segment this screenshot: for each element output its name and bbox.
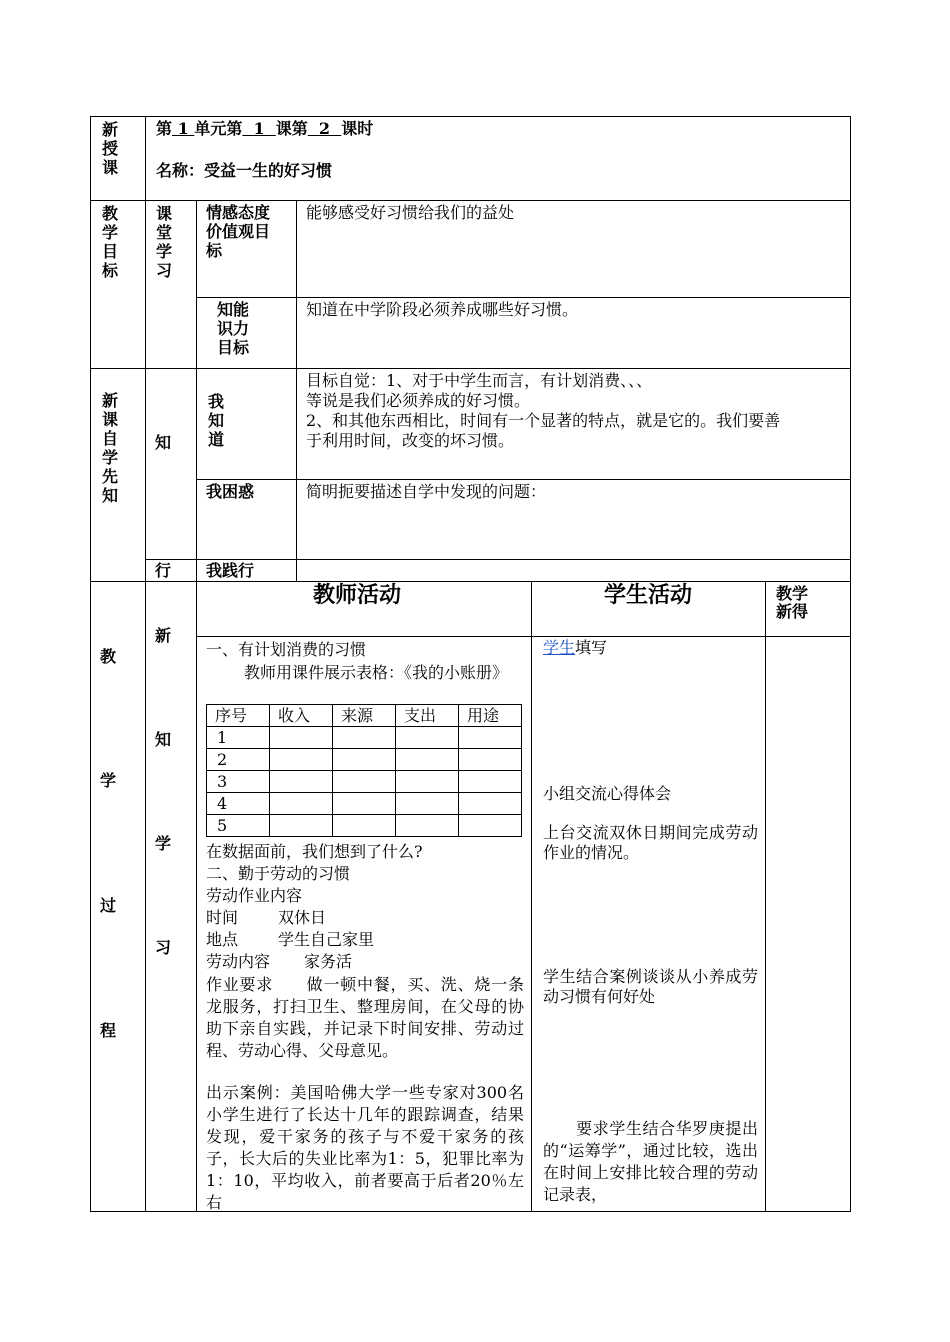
label-line: 新得 xyxy=(776,602,809,621)
ledger-cell xyxy=(396,749,459,771)
unit-number: 1 xyxy=(177,119,189,138)
teaching-gain-header xyxy=(776,585,808,621)
time-row xyxy=(206,908,326,928)
label-char: 课 xyxy=(155,204,172,223)
ledger-cell xyxy=(270,771,333,793)
compare-paragraph: 要求学生结合华罗庚提出的“运筹学”，通过比较，选出在时间上安排比较合理的劳动记录表， xyxy=(543,1119,758,1204)
student-activity-header: 学生活动 xyxy=(604,583,693,608)
place-value: 学生自己家里 xyxy=(278,930,375,949)
ledger-row xyxy=(207,749,522,771)
label-char: 新 xyxy=(101,391,118,410)
ledger-cell xyxy=(396,793,459,815)
case-paragraph: 出示案例：美国哈佛大学一些专家对300名小学生进行了长达十几年的跟踪调查，结果发现，爱干家务的孩子与不爱干家务的孩子，长大后的失业比率为1：5，犯罪比率为1：10，平均收入，前者要高于后者20％左右 xyxy=(206,1083,524,1212)
label-char: 先 xyxy=(101,467,118,486)
ledger-cell xyxy=(396,815,459,837)
label-char: 学 xyxy=(101,448,118,467)
ledger-header-cell: 用途 xyxy=(459,705,522,727)
label-char: 道 xyxy=(207,430,224,449)
content-value: 家务活 xyxy=(304,952,353,971)
ledger-cell xyxy=(396,771,459,793)
label-char: 知 xyxy=(207,411,224,430)
new-knowledge-char-4: 习 xyxy=(155,938,172,957)
label-char: 新 xyxy=(101,120,118,139)
content-label: 劳动内容 xyxy=(206,952,271,971)
ledger-cell xyxy=(333,771,396,793)
labor-homework-title: 劳动作业内容 xyxy=(206,886,303,905)
lesson-name-value: 受益一生的好习惯 xyxy=(204,161,333,180)
emotion-goal-text: 能够感受好习惯给我们的益处 xyxy=(306,203,515,222)
ledger-cell xyxy=(459,727,522,749)
process-char-3: 过 xyxy=(100,896,117,915)
text-line: 于利用时间，改变的坏习惯。 xyxy=(306,431,515,450)
ledger-cell xyxy=(270,727,333,749)
period-suffix: 课时 xyxy=(341,119,374,138)
unit-line xyxy=(156,119,373,139)
time-label: 时间 xyxy=(206,908,239,927)
group-share: 小组交流心得体会 xyxy=(543,784,672,803)
label-char: 授 xyxy=(101,139,118,158)
process-char-2: 学 xyxy=(100,771,117,790)
lesson-prefix: 单元第 xyxy=(194,119,243,138)
process-char-4: 程 xyxy=(100,1021,117,1040)
know-label: 知 xyxy=(155,433,172,452)
lesson-name xyxy=(156,161,332,181)
ledger-cell xyxy=(333,815,396,837)
ledger-index: 5 xyxy=(207,815,270,837)
ledger-cell xyxy=(459,815,522,837)
period-prefix: 课第 xyxy=(275,119,308,138)
new-lesson-label xyxy=(100,120,120,177)
stage-share: 上台交流双休日期间完成劳动作业的情况。 xyxy=(543,823,758,862)
section-1-title: 一、有计划消费的习惯 xyxy=(206,640,367,659)
text-line: 等说是我们必须养成的好习惯。 xyxy=(306,391,531,410)
label-line: 知能 xyxy=(217,300,250,319)
teaching-goals-label xyxy=(100,204,120,280)
text-line: 目标自觉：1、对于中学生而言，有计划消费、、、 xyxy=(306,371,653,390)
ledger-cell xyxy=(459,749,522,771)
text-line: 2、和其他东西相比，时间有一个显著的特点，就是它的。我们要善 xyxy=(306,411,781,430)
puzzle-label: 我困惑 xyxy=(206,482,255,501)
content-row xyxy=(206,952,352,972)
knowledge-goal-text: 知道在中学阶段必须养成哪些好习惯。 xyxy=(306,300,579,319)
label-char: 学 xyxy=(155,242,172,261)
ledger-cell xyxy=(459,771,522,793)
ledger-cell xyxy=(333,727,396,749)
emotion-goal-label xyxy=(206,203,270,260)
period-number: 2 xyxy=(318,119,331,138)
ledger-cell xyxy=(270,793,333,815)
label-char: 课 xyxy=(101,410,118,429)
label-line: 教学 xyxy=(776,584,809,603)
requirement-paragraph: 作业要求 做一顿中餐，买、洗、烧一条龙服务，打扫卫生、整理房间，在父母的协助下亲自实践，并记录下时间安排、劳动过程、劳动心得、父母意见。 xyxy=(206,975,524,1060)
classroom-study-label xyxy=(154,204,174,280)
label-char: 我 xyxy=(207,392,224,411)
label-line: 价值观目 xyxy=(206,222,271,241)
ledger-index: 3 xyxy=(207,771,270,793)
ledger-header-cell: 序号 xyxy=(207,705,270,727)
ledger-header-cell: 收入 xyxy=(270,705,333,727)
practice-char: 行 xyxy=(155,561,172,580)
ledger-cell xyxy=(459,793,522,815)
ledger-index: 4 xyxy=(207,793,270,815)
section-2-title: 二、勤于劳动的习惯 xyxy=(206,864,351,883)
case-talk: 学生结合案例谈谈从小养成劳动习惯有何好处 xyxy=(543,967,758,1006)
place-label: 地点 xyxy=(206,930,239,949)
lesson-number: 1 xyxy=(253,119,265,138)
place-row xyxy=(206,930,374,950)
ledger-index: 1 xyxy=(207,727,270,749)
ledger-cell xyxy=(270,749,333,771)
label-line: 情感态度 xyxy=(206,203,271,222)
ledger-row xyxy=(207,793,522,815)
ledger-cell xyxy=(333,793,396,815)
label-line: 标 xyxy=(206,241,223,260)
new-knowledge-char-2: 知 xyxy=(155,730,172,749)
self-study-label xyxy=(100,391,120,505)
new-knowledge-char-3: 学 xyxy=(155,834,172,853)
time-value: 双休日 xyxy=(278,908,327,927)
ledger-header-cell: 支出 xyxy=(396,705,459,727)
ledger-cell xyxy=(396,727,459,749)
ledger-header-row xyxy=(207,705,522,727)
ledger-row xyxy=(207,815,522,837)
label-char: 知 xyxy=(101,486,118,505)
label-char: 堂 xyxy=(155,223,172,242)
ledger-cell xyxy=(333,749,396,771)
label-char: 标 xyxy=(101,261,118,280)
process-char-1: 教 xyxy=(100,647,117,666)
label-char: 习 xyxy=(155,261,172,280)
practice-label: 我践行 xyxy=(206,561,255,580)
ledger-index: 2 xyxy=(207,749,270,771)
fill-text: 填写 xyxy=(575,638,608,657)
label-char: 自 xyxy=(101,429,118,448)
label-char: 教 xyxy=(101,204,118,223)
ledger-row xyxy=(207,771,522,793)
i-know-text xyxy=(306,371,780,451)
label-char: 目 xyxy=(101,242,118,261)
new-knowledge-char-1: 新 xyxy=(155,626,172,645)
data-question: 在数据面前，我们想到了什么? xyxy=(206,842,423,861)
fill-in-note xyxy=(543,638,607,658)
knowledge-goal-label xyxy=(217,300,249,357)
puzzle-text: 简明扼要描述自学中发现的问题： xyxy=(306,482,547,501)
ledger-row xyxy=(207,727,522,749)
student-link[interactable]: 学生 xyxy=(543,638,576,657)
section-1-intro: 教师用课件展示表格：《我的小账册》 xyxy=(244,663,509,682)
lesson-name-label: 名称： xyxy=(156,161,205,180)
label-line: 目标 xyxy=(217,338,250,357)
teacher-activity-header: 教师活动 xyxy=(313,583,402,608)
ledger-header-cell: 来源 xyxy=(333,705,396,727)
label-char: 学 xyxy=(101,223,118,242)
unit-prefix: 第 xyxy=(156,119,173,138)
i-know-label xyxy=(206,392,226,449)
ledger-cell xyxy=(270,815,333,837)
ledger-table xyxy=(206,704,522,837)
label-char: 课 xyxy=(101,158,118,177)
label-line: 识力 xyxy=(217,319,250,338)
